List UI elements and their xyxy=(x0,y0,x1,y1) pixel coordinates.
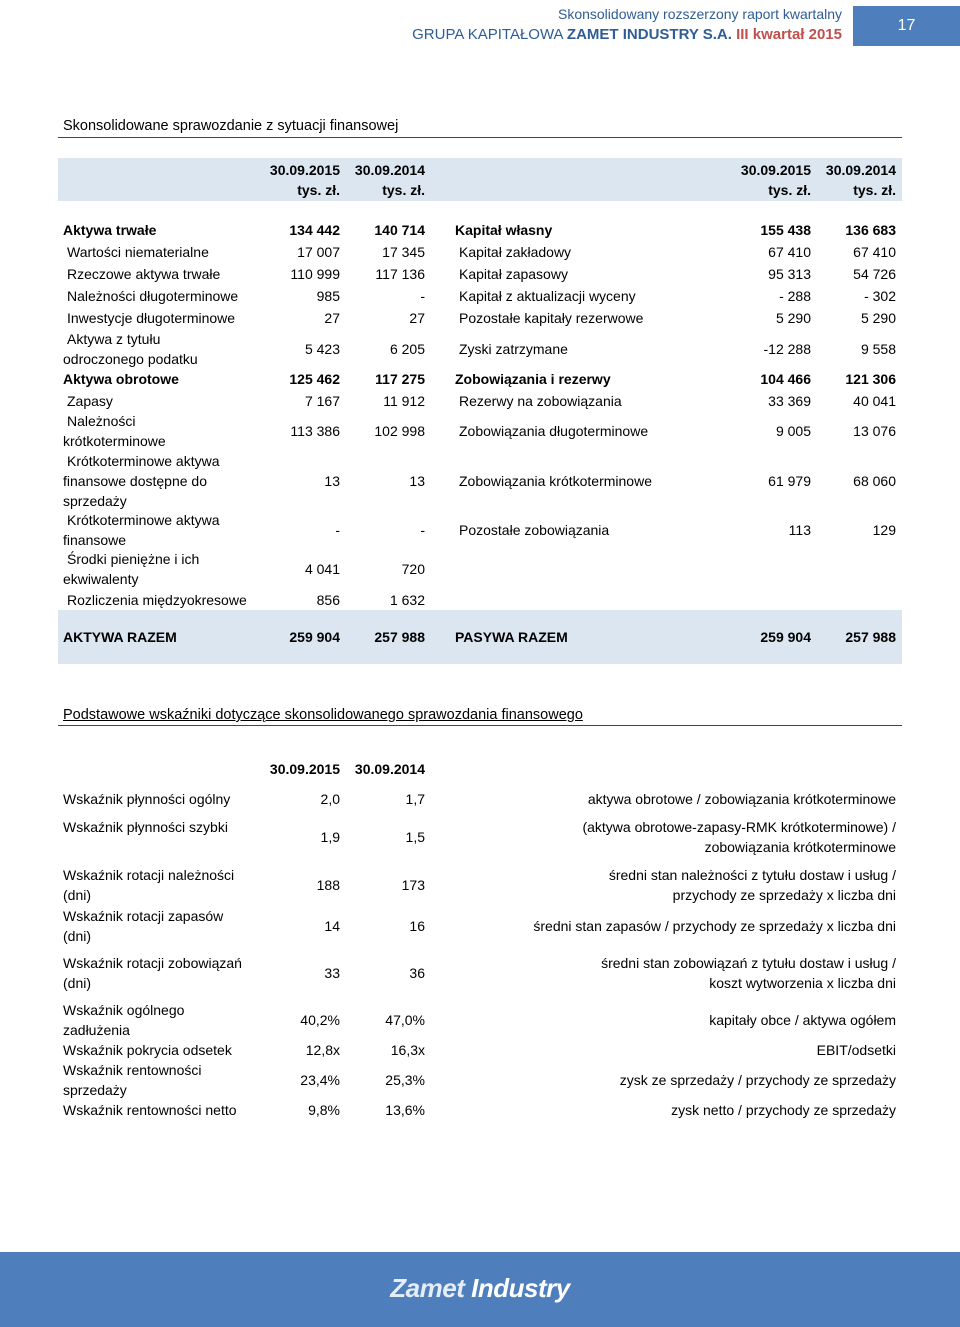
liability-value-2014: 68 060 xyxy=(853,473,896,489)
column-header-unit: tys. zł. xyxy=(853,182,896,198)
liability-value-2015: 95 313 xyxy=(768,266,811,282)
asset-label: Krótkoterminowe aktywa xyxy=(67,512,220,528)
company-name: ZAMET INDUSTRY S.A. xyxy=(566,26,732,43)
balance-section-title: Skonsolidowane sprawozdanie z sytuacji finansowej xyxy=(63,118,399,134)
ratio-formula: kapitały obce / aktywa ogółem xyxy=(709,1012,896,1028)
asset-label: finansowe xyxy=(63,532,127,548)
asset-label: ekwiwalenty xyxy=(63,571,139,587)
liability-value-2014: 67 410 xyxy=(853,244,896,260)
asset-value-2014: 102 998 xyxy=(374,423,425,439)
liability-label: Zobowiązania długoterminowe xyxy=(459,423,649,439)
column-header-unit: tys. zł. xyxy=(297,182,340,198)
ratio-label: sprzedaży xyxy=(63,1082,127,1098)
ratio-formula: średni stan zapasów / przychody ze sprzedaży x liczba dni xyxy=(533,918,896,934)
ratio-value-2015: 40,2% xyxy=(300,1012,340,1028)
ratios-section-title: Podstawowe wskaźniki dotyczące skonsolidowanego sprawozdania finansowego xyxy=(63,707,583,723)
liability-label: Zobowiązania krótkoterminowe xyxy=(459,473,652,489)
asset-label: Zapasy xyxy=(67,393,113,409)
liability-value-2014: 9 558 xyxy=(860,341,896,357)
liability-value-2015: 67 410 xyxy=(768,244,811,260)
ratio-label: (dni) xyxy=(63,887,92,903)
asset-value-2014: 140 714 xyxy=(374,222,425,238)
ratio-label: (dni) xyxy=(63,928,92,944)
liability-value-2015: 104 466 xyxy=(760,371,811,387)
report-subtitle xyxy=(412,26,842,43)
asset-value-2014: 11 912 xyxy=(383,393,425,409)
asset-value-2015: 113 386 xyxy=(290,423,340,439)
asset-label: Aktywa obrotowe xyxy=(63,371,179,387)
liability-value-2014: 5 290 xyxy=(860,310,896,326)
column-header-date: 30.09.2015 xyxy=(740,162,811,178)
ratio-value-2014: 1,5 xyxy=(405,829,425,845)
asset-value-2014: 720 xyxy=(401,561,425,577)
ratio-label: zadłużenia xyxy=(63,1022,130,1038)
ratio-value-2015: 14 xyxy=(324,918,340,934)
liabilities-total-2015: 259 904 xyxy=(760,629,811,645)
ratio-formula: EBIT/odsetki xyxy=(816,1042,896,1058)
liability-label: Kapitał własny xyxy=(455,222,553,238)
asset-value-2014: - xyxy=(420,522,425,538)
asset-label: Krótkoterminowe aktywa xyxy=(67,453,220,469)
ratio-value-2014: 1,7 xyxy=(405,791,425,807)
asset-value-2014: 27 xyxy=(409,310,425,326)
report-title: Skonsolidowany rozszerzony raport kwartalny xyxy=(557,6,842,22)
liability-value-2015: -12 288 xyxy=(763,341,811,357)
asset-value-2015: 17 007 xyxy=(297,244,340,260)
asset-value-2015: 13 xyxy=(324,473,340,489)
asset-label: krótkoterminowe xyxy=(63,433,166,449)
liability-label: Zobowiązania i rezerwy xyxy=(455,371,611,387)
asset-label: Rzeczowe aktywa trwałe xyxy=(67,266,221,282)
liability-value-2015: 61 979 xyxy=(768,473,811,489)
liabilities-total-label: PASYWA RAZEM xyxy=(455,629,568,645)
ratio-label: Wskaźnik pokrycia odsetek xyxy=(63,1042,232,1058)
asset-label: Inwestycje długoterminowe xyxy=(67,310,236,326)
asset-value-2015: 134 442 xyxy=(289,222,340,238)
liability-value-2015: 33 369 xyxy=(768,393,811,409)
asset-value-2015: 125 462 xyxy=(289,371,340,387)
asset-value-2015: - xyxy=(335,522,340,538)
liability-value-2014: - 302 xyxy=(864,288,896,304)
asset-label: Środki pieniężne i ich xyxy=(67,551,200,567)
liability-label: Kapitał zapasowy xyxy=(459,266,568,282)
page-number: 17 xyxy=(853,6,960,46)
liability-value-2014: 13 076 xyxy=(853,423,896,439)
asset-value-2014: 6 205 xyxy=(389,341,425,357)
liability-label: Pozostałe zobowiązania xyxy=(459,522,610,538)
column-header-date: 30.09.2014 xyxy=(354,162,425,178)
asset-label: Wartości niematerialne xyxy=(67,244,209,260)
ratio-formula: zobowiązania krótkoterminowe xyxy=(704,839,896,855)
liability-value-2014: 121 306 xyxy=(845,371,896,387)
column-header-date: 30.09.2014 xyxy=(825,162,896,178)
asset-value-2014: 13 xyxy=(409,473,425,489)
group-prefix: GRUPA KAPITAŁOWA xyxy=(412,26,563,43)
ratio-label: Wskaźnik rotacji zobowiązań xyxy=(63,955,242,971)
ratio-value-2014: 16 xyxy=(409,918,425,934)
quarter-label: III kwartał 2015 xyxy=(736,26,842,43)
ratio-label: Wskaźnik ogólnego xyxy=(63,1002,185,1018)
ratio-value-2015: 12,8x xyxy=(305,1042,340,1058)
liability-value-2014: 129 xyxy=(872,522,896,538)
liabilities-total-2014: 257 988 xyxy=(845,629,896,645)
ratio-formula: średni stan należności z tytułu dostaw i usług / xyxy=(608,867,896,883)
liability-value-2014: 136 683 xyxy=(845,222,896,238)
assets-total-2015: 259 904 xyxy=(289,629,340,645)
ratio-label: Wskaźnik rotacji należności xyxy=(63,867,235,883)
asset-label: sprzedaży xyxy=(63,493,127,509)
ratio-value-2014: 173 xyxy=(401,877,425,893)
ratio-value-2014: 47,0% xyxy=(385,1012,425,1028)
ratios-column-header: 30.09.2015 xyxy=(269,761,340,777)
asset-value-2014: - xyxy=(420,288,425,304)
asset-value-2014: 117 275 xyxy=(375,371,425,387)
ratio-formula: aktywa obrotowe / zobowiązania krótkoterminowe xyxy=(587,791,896,807)
ratio-formula: zysk ze sprzedaży / przychody ze sprzedaży xyxy=(619,1072,896,1088)
liability-value-2015: 9 005 xyxy=(775,423,811,439)
ratio-value-2015: 2,0 xyxy=(320,791,340,807)
ratio-value-2015: 188 xyxy=(316,877,340,893)
assets-total-2014: 257 988 xyxy=(374,629,425,645)
liability-value-2015: 113 xyxy=(788,522,811,538)
ratio-label: Wskaźnik płynności ogólny xyxy=(63,791,231,807)
assets-total-label: AKTYWA RAZEM xyxy=(63,629,177,645)
liability-label: Zyski zatrzymane xyxy=(459,341,568,357)
ratio-formula: (aktywa obrotowe-zapasy-RMK krótkoterminowe) / xyxy=(582,819,896,835)
ratio-value-2014: 13,6% xyxy=(385,1102,425,1118)
asset-label: Rozliczenia międzyokresowe xyxy=(67,592,247,608)
asset-value-2014: 1 632 xyxy=(389,592,425,608)
ratio-value-2014: 36 xyxy=(409,965,425,981)
ratio-value-2015: 23,4% xyxy=(300,1072,340,1088)
asset-label: Aktywa z tytułu xyxy=(67,331,161,347)
ratio-value-2014: 25,3% xyxy=(385,1072,425,1088)
company-logo: Zamet Industry xyxy=(390,1273,570,1303)
asset-value-2015: 5 423 xyxy=(304,341,340,357)
divider xyxy=(58,137,902,138)
ratio-label: Wskaźnik rotacji zapasów xyxy=(63,908,224,924)
asset-value-2015: 27 xyxy=(324,310,340,326)
asset-label: Aktywa trwałe xyxy=(63,222,157,238)
ratios-column-header: 30.09.2014 xyxy=(354,761,425,777)
ratio-label: (dni) xyxy=(63,975,92,991)
ratio-label: Wskaźnik płynności szybki xyxy=(63,819,228,835)
divider xyxy=(58,725,902,726)
liability-label: Kapitał zakładowy xyxy=(459,244,572,260)
liability-label: Kapitał z aktualizacji wyceny xyxy=(459,288,636,304)
asset-value-2015: 985 xyxy=(316,288,340,304)
liability-label: Pozostałe kapitały rezerwowe xyxy=(459,310,644,326)
ratio-label: Wskaźnik rentowności netto xyxy=(63,1102,237,1118)
asset-value-2015: 4 041 xyxy=(304,561,340,577)
asset-label: Należności długoterminowe xyxy=(67,288,239,304)
liability-value-2015: - 288 xyxy=(779,288,811,304)
asset-label: odroczonego podatku xyxy=(63,351,198,367)
ratio-label: Wskaźnik rentowności xyxy=(63,1062,202,1078)
ratio-value-2015: 33 xyxy=(324,965,340,981)
ratio-value-2015: 9,8% xyxy=(308,1102,340,1118)
ratio-formula: średni stan zobowiązań z tytułu dostaw i usług / xyxy=(601,955,896,971)
liability-label: Rezerwy na zobowiązania xyxy=(459,393,622,409)
asset-label: finansowe dostępne do xyxy=(63,473,207,489)
asset-value-2014: 117 136 xyxy=(375,266,425,282)
ratio-formula: przychody ze sprzedaży x liczba dni xyxy=(672,887,896,903)
asset-label: Należności xyxy=(67,413,136,429)
liability-value-2015: 5 290 xyxy=(775,310,811,326)
asset-value-2015: 7 167 xyxy=(304,393,340,409)
asset-value-2015: 856 xyxy=(316,592,340,608)
column-header-date: 30.09.2015 xyxy=(269,162,340,178)
asset-value-2014: 17 345 xyxy=(382,244,425,260)
ratio-formula: zysk netto / przychody ze sprzedaży xyxy=(671,1102,896,1118)
column-header-unit: tys. zł. xyxy=(382,182,425,198)
liability-value-2014: 40 041 xyxy=(853,393,896,409)
column-header-unit: tys. zł. xyxy=(768,182,811,198)
ratio-value-2014: 16,3x xyxy=(390,1042,425,1058)
liability-value-2014: 54 726 xyxy=(853,266,896,282)
liability-value-2015: 155 438 xyxy=(760,222,811,238)
ratio-value-2015: 1,9 xyxy=(320,829,340,845)
ratio-formula: koszt wytworzenia x liczba dni xyxy=(709,975,896,991)
asset-value-2015: 110 999 xyxy=(290,266,340,282)
